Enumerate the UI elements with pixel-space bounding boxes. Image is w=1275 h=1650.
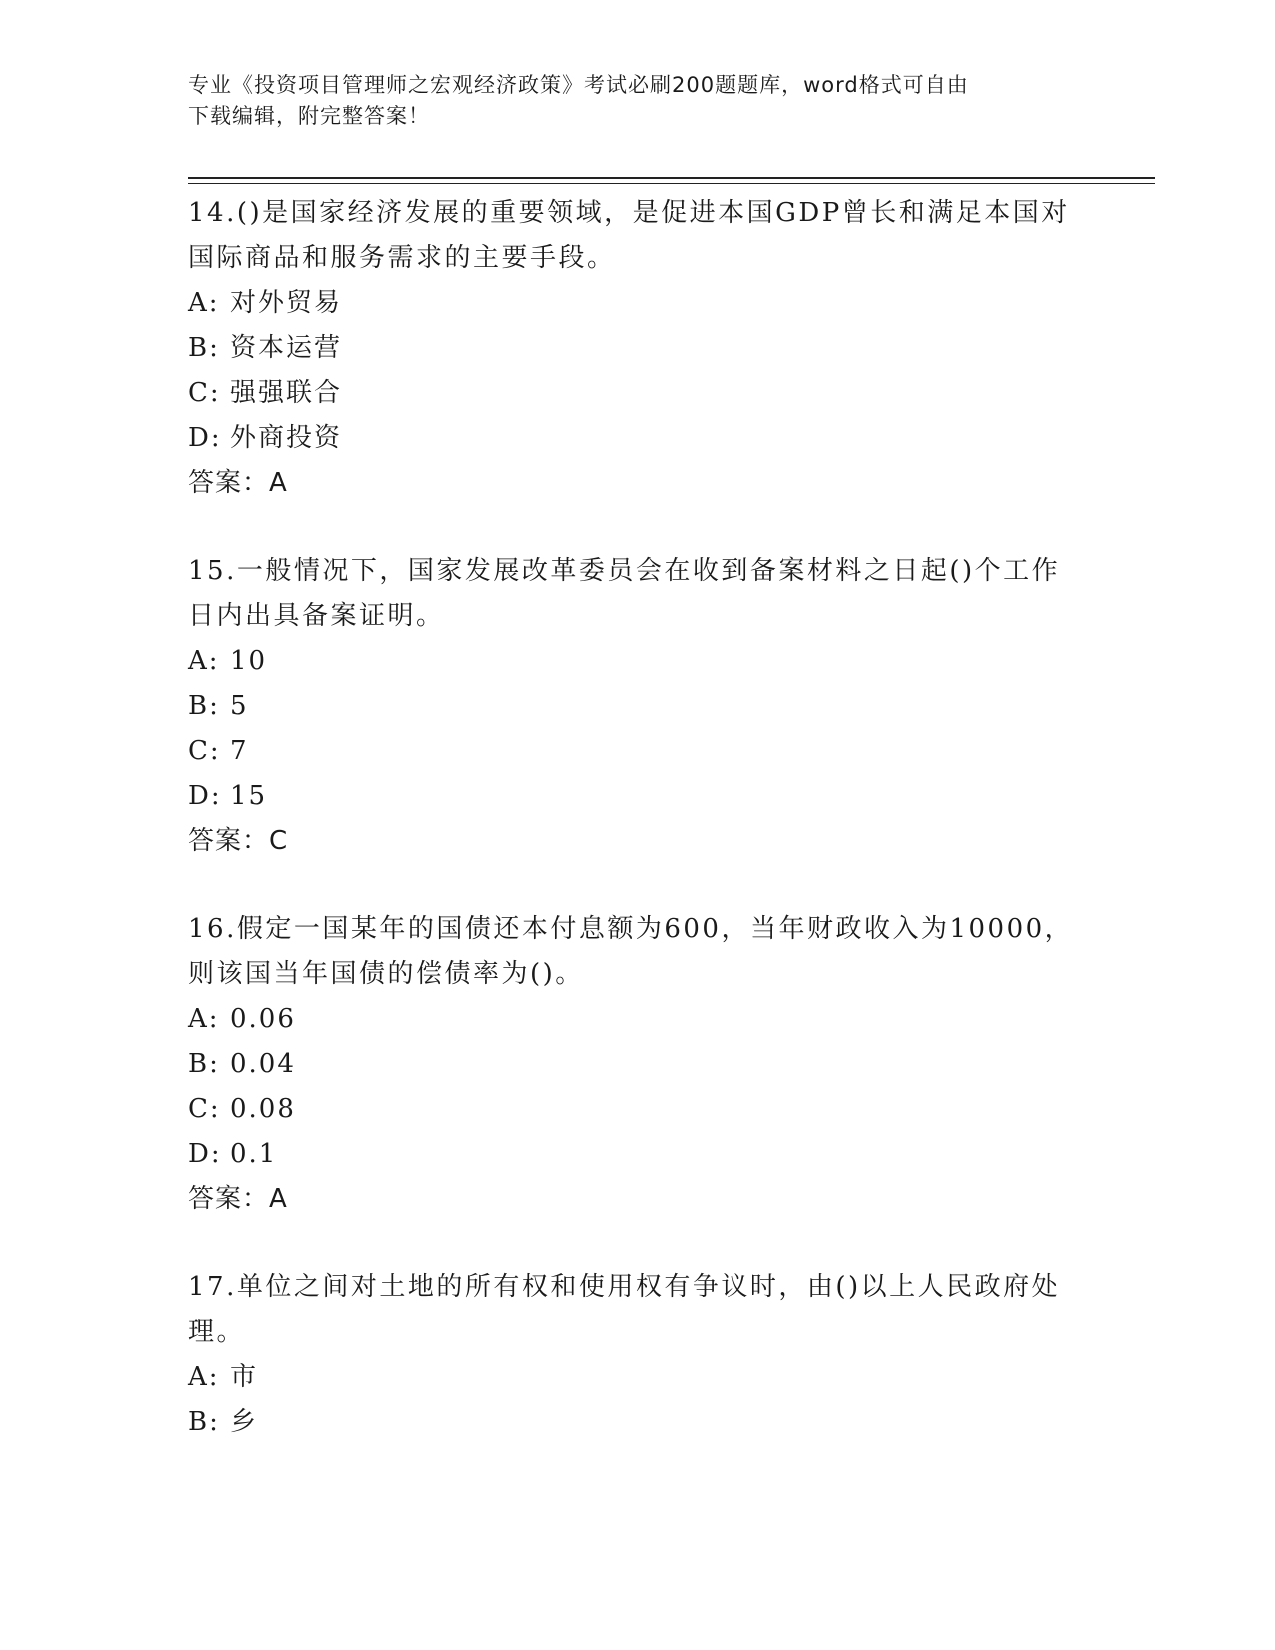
option-b — [188, 684, 1088, 729]
document-header — [188, 70, 1088, 132]
option-a — [188, 639, 1088, 684]
question-list — [188, 191, 1088, 1488]
option-label: D: — [188, 1139, 222, 1169]
option-label: A: — [188, 646, 220, 676]
option-text: 乡 — [230, 1407, 259, 1437]
option-text: 市 — [230, 1362, 259, 1392]
option-label: D: — [188, 423, 222, 453]
header-line-1: 专业《投资项目管理师之宏观经济政策》考试必刷200题题库，word格式可自由 — [188, 73, 969, 97]
option-text: 0.1 — [230, 1139, 278, 1169]
option-label: C: — [188, 378, 221, 408]
option-label: A: — [188, 1004, 220, 1034]
stem-line: 理。 — [188, 1317, 246, 1347]
option-label: A: — [188, 288, 220, 318]
question-stem — [188, 549, 1088, 639]
answer-line: 答案：A — [188, 468, 288, 498]
option-d — [188, 1132, 1088, 1177]
option-text: 对外贸易 — [230, 288, 343, 318]
option-text: 外商投资 — [230, 423, 343, 453]
option-text: 15 — [230, 781, 268, 811]
option-label: A: — [188, 1362, 220, 1392]
question-15 — [188, 549, 1088, 864]
option-label: C: — [188, 1094, 221, 1124]
option-label: B: — [188, 1407, 220, 1437]
option-a — [188, 1355, 1088, 1400]
question-16 — [188, 907, 1088, 1222]
question-stem — [188, 1265, 1088, 1355]
option-text: 10 — [230, 646, 268, 676]
stem-line: 则该国当年国债的偿债率为()。 — [188, 959, 584, 989]
stem-line: 17.单位之间对土地的所有权和使用权有争议时，由()以上人民政府处 — [188, 1272, 1061, 1302]
stem-line: 15.一般情况下，国家发展改革委员会在收到备案材料之日起()个工作 — [188, 556, 1061, 586]
option-a — [188, 281, 1088, 326]
option-c — [188, 1087, 1088, 1132]
option-label: B: — [188, 1049, 220, 1079]
question-stem — [188, 907, 1088, 997]
option-text: 0.06 — [230, 1004, 296, 1034]
option-label: C: — [188, 736, 221, 766]
stem-line: 16.假定一国某年的国债还本付息额为600，当年财政收入为10000， — [188, 914, 1074, 944]
option-d — [188, 774, 1088, 819]
answer-line: 答案：A — [188, 1184, 288, 1214]
option-text: 5 — [230, 691, 249, 721]
option-d — [188, 416, 1088, 461]
option-label: B: — [188, 691, 220, 721]
question-stem — [188, 191, 1088, 281]
option-text: 7 — [230, 736, 249, 766]
option-b — [188, 1042, 1088, 1087]
option-text: 强强联合 — [230, 378, 343, 408]
answer-line: 答案：C — [188, 826, 289, 856]
option-text: 资本运营 — [230, 333, 343, 363]
option-c — [188, 371, 1088, 416]
stem-line: 14.()是国家经济发展的重要领域，是促进本国GDP曾长和满足本国对 — [188, 198, 1070, 228]
question-14 — [188, 191, 1088, 506]
header-line-2: 下载编辑，附完整答案！ — [188, 104, 430, 128]
option-b — [188, 326, 1088, 371]
stem-line: 日内出具备案证明。 — [188, 601, 445, 631]
option-c — [188, 729, 1088, 774]
option-b — [188, 1400, 1088, 1445]
stem-line: 国际商品和服务需求的主要手段。 — [188, 243, 616, 273]
header-rule-thin — [188, 183, 1155, 184]
option-label: D: — [188, 781, 222, 811]
option-text: 0.08 — [230, 1094, 296, 1124]
header-rule-thick — [188, 177, 1155, 179]
question-17 — [188, 1265, 1088, 1445]
option-text: 0.04 — [230, 1049, 296, 1079]
option-label: B: — [188, 333, 220, 363]
option-a — [188, 997, 1088, 1042]
